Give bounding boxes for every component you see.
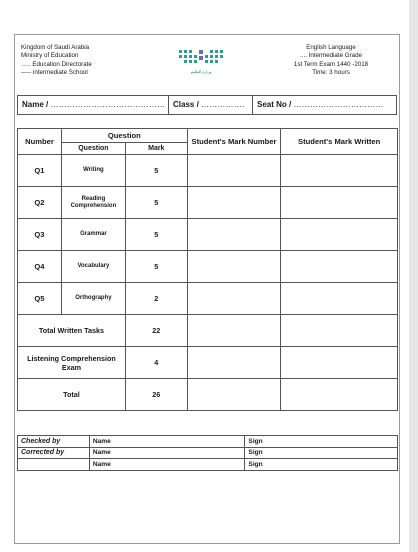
- student-mark-number-cell[interactable]: [187, 347, 281, 379]
- question-name: Writing: [61, 155, 125, 187]
- total-row: [18, 379, 398, 411]
- question-number: Q1: [18, 155, 62, 187]
- signature-role: [18, 459, 90, 471]
- signature-name-field[interactable]: Name: [89, 459, 245, 471]
- listening-mark: 4: [125, 347, 187, 379]
- exam-cover-sheet: [14, 34, 400, 544]
- name-label: Name /: [22, 100, 49, 109]
- student-mark-number-cell[interactable]: [187, 187, 281, 219]
- seat-blank: ……………………………: [293, 100, 384, 109]
- marks-table: [17, 128, 398, 411]
- header-number: Number: [18, 129, 62, 155]
- seat-label: Seat No /: [257, 100, 292, 109]
- listening-label: Listening Comprehension Exam: [18, 347, 126, 379]
- table-row: [18, 187, 398, 219]
- table-row: [18, 219, 398, 251]
- signature-name-field[interactable]: Name: [89, 436, 245, 448]
- signature-name-field[interactable]: Name: [89, 447, 245, 459]
- student-mark-number-cell[interactable]: [187, 251, 281, 283]
- question-mark: 5: [125, 251, 187, 283]
- student-mark-written-cell[interactable]: [281, 155, 398, 187]
- question-mark: 5: [125, 155, 187, 187]
- header-directorate: ….. Education Directorate: [21, 60, 92, 68]
- logo-caption: وزارة التعليم: [190, 69, 212, 74]
- name-blank: ……………………………………: [50, 100, 166, 109]
- header-country: Kingdom of Saudi Arabia: [21, 44, 90, 51]
- question-mark: 5: [125, 219, 187, 251]
- scrollbar[interactable]: [409, 0, 418, 552]
- header-time: Time: 3 hours: [312, 69, 350, 77]
- student-mark-written-cell[interactable]: [281, 283, 398, 315]
- header-question: Question: [61, 129, 187, 143]
- question-name: Orthography: [61, 283, 125, 315]
- listening-row: [18, 347, 398, 379]
- question-number: Q3: [18, 219, 62, 251]
- class-blank: …………….: [201, 100, 245, 109]
- question-name: Reading Comprehension: [61, 187, 125, 219]
- header-right: [267, 44, 395, 78]
- student-mark-written-cell[interactable]: [281, 315, 398, 347]
- student-id-row: [17, 95, 397, 115]
- table-row: [18, 251, 398, 283]
- total-written-mark: 22: [125, 315, 187, 347]
- table-row: [18, 283, 398, 315]
- name-field[interactable]: [18, 96, 168, 114]
- signature-table: [17, 435, 398, 471]
- total-written-label: Total Written Tasks: [18, 315, 126, 347]
- question-name: Vocabulary: [61, 251, 125, 283]
- question-number: Q4: [18, 251, 62, 283]
- signature-row: [18, 436, 398, 448]
- header-ministry: Ministry of Education: [21, 52, 79, 60]
- subheader-mark: Mark: [125, 143, 187, 155]
- question-mark: 5: [125, 187, 187, 219]
- student-mark-written-cell[interactable]: [281, 219, 398, 251]
- header-school: ----- intermediate School: [21, 69, 88, 77]
- student-mark-number-cell[interactable]: [187, 155, 281, 187]
- header-student-mark-number: Student's Mark Number: [187, 129, 281, 155]
- student-mark-number-cell[interactable]: [187, 379, 281, 411]
- header-subject: English Language: [306, 44, 356, 51]
- student-mark-number-cell[interactable]: [187, 219, 281, 251]
- signature-sign-field[interactable]: Sign: [245, 459, 398, 471]
- class-label: Class /: [173, 100, 199, 109]
- header-left: [21, 44, 92, 78]
- question-number: Q2: [18, 187, 62, 219]
- question-mark: 2: [125, 283, 187, 315]
- question-name: Grammar: [61, 219, 125, 251]
- student-mark-written-cell[interactable]: [281, 379, 398, 411]
- question-number: Q5: [18, 283, 62, 315]
- table-row: [18, 155, 398, 187]
- signature-row: [18, 447, 398, 459]
- header-grade: .... Intermediate Grade: [300, 52, 362, 60]
- total-label: Total: [18, 379, 126, 411]
- signature-sign-field[interactable]: Sign: [245, 447, 398, 459]
- student-mark-number-cell[interactable]: [187, 315, 281, 347]
- signature-role: Checked by: [18, 436, 90, 448]
- header-term: 1st Term Exam 1440 -2018: [293, 60, 369, 68]
- class-field[interactable]: [169, 96, 252, 114]
- student-mark-written-cell[interactable]: [281, 347, 398, 379]
- signature-sign-field[interactable]: Sign: [245, 436, 398, 448]
- subheader-question: Question: [61, 143, 125, 155]
- header-student-mark-written: Student's Mark Written: [281, 129, 398, 155]
- seat-field[interactable]: [253, 96, 396, 114]
- student-mark-written-cell[interactable]: [281, 187, 398, 219]
- student-mark-number-cell[interactable]: [187, 283, 281, 315]
- student-mark-written-cell[interactable]: [281, 251, 398, 283]
- total-written-row: [18, 315, 398, 347]
- total-mark: 26: [125, 379, 187, 411]
- signature-role: Corrected by: [18, 447, 90, 459]
- signature-row: [18, 459, 398, 471]
